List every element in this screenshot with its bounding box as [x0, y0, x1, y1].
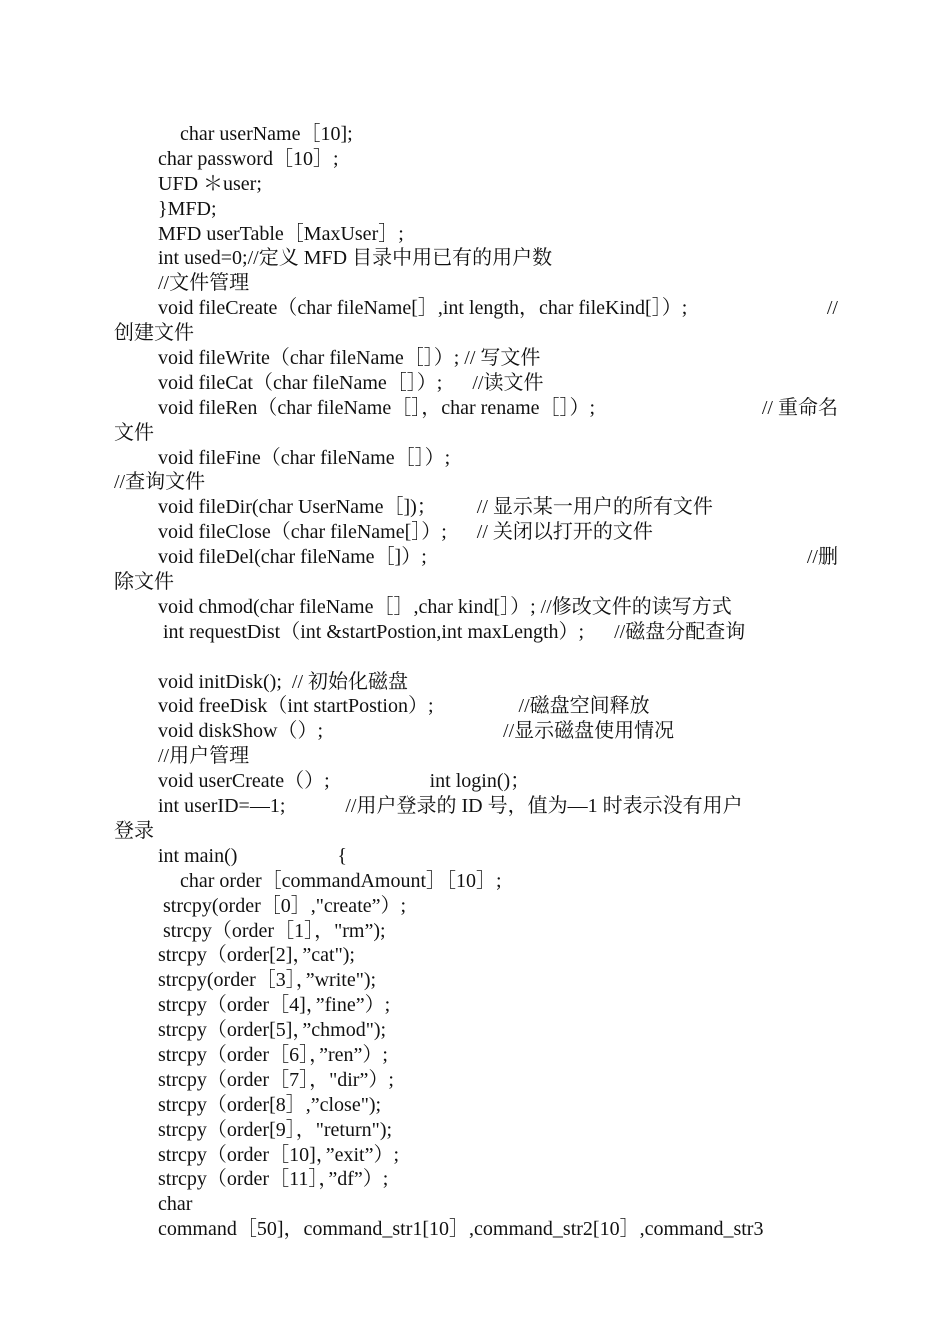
- code-line: char password［10］;: [158, 147, 339, 170]
- blank-line: [114, 645, 838, 670]
- code-comment: //: [826, 297, 838, 320]
- code-line: int main() {: [158, 844, 348, 867]
- code-line: command［50]，command_str1[10］,command_str2[10］,command_str3: [158, 1218, 764, 1241]
- code-line: strcpy(order［0］,"create”）;: [163, 894, 407, 917]
- code-line: void userCreate（）; int login()；: [158, 770, 531, 793]
- code-line: void freeDisk（int startPostion）; //磁盘空间释放: [158, 695, 650, 718]
- code-line: 创建文件: [114, 322, 194, 345]
- code-line: strcpy（order［4]，”fine”）;: [158, 994, 391, 1017]
- code-line: void diskShow（）; //显示磁盘使用情况: [158, 720, 675, 743]
- code-line: [114, 545, 838, 570]
- code-line: [114, 296, 838, 321]
- code-line: //用户管理: [158, 745, 250, 768]
- code-line: void chmod(char fileName［］,char kind[］）; //修改文件的读写方式: [158, 595, 732, 618]
- code-line: void fileDir(char UserName［])； // 显示某一用户的所有文件: [158, 496, 713, 519]
- code-line: UFD ＊user;: [158, 172, 262, 195]
- code-comment: //删: [806, 546, 838, 569]
- code-line: strcpy（order［11］，”df”）;: [158, 1168, 389, 1191]
- code-line: MFD userTable［MaxUser］;: [158, 222, 404, 245]
- code-comment: // 重命名: [761, 396, 838, 419]
- code-line: }MFD;: [158, 197, 217, 220]
- code-fragment: void fileDel(char fileName［]）;: [158, 546, 427, 569]
- code-line: int userID=—1; //用户登录的 ID 号，值为—1 时表示没有用户: [158, 795, 743, 818]
- code-line: int used=0;//定义 MFD 目录中用已有的用户数: [158, 247, 553, 270]
- code-line: strcpy（order[5]，”chmod");: [158, 1019, 387, 1042]
- code-line: strcpy（order[8］,”close");: [158, 1093, 382, 1116]
- code-line: strcpy（order［6］，”ren”）;: [158, 1043, 388, 1066]
- code-line: char: [158, 1193, 193, 1216]
- code-fragment: void fileRen（char fileName［］，char rename［］）;: [158, 396, 596, 419]
- code-line: void fileFine（char fileName［］）;: [158, 446, 451, 469]
- code-fragment: void fileCreate（char fileName[］,int length，char fileKind[］）;: [158, 297, 688, 320]
- code-line: void fileClose（char fileName[］）; // 关闭以打开的文件: [158, 521, 653, 544]
- code-line: int requestDist（int &startPostion,int maxLength）; //磁盘分配查询: [163, 620, 746, 643]
- code-line: strcpy（order[9］，"return");: [158, 1118, 393, 1141]
- code-line: 除文件: [114, 571, 174, 594]
- code-line: strcpy（order［1］，"rm”);: [163, 919, 386, 942]
- code-line: strcpy（order［7］，"dir”）;: [158, 1068, 394, 1091]
- code-line: void fileCat（char fileName［］）; //读文件: [158, 371, 544, 394]
- code-line: strcpy(order［3］，”write");: [158, 969, 377, 992]
- code-listing: [114, 122, 838, 1242]
- code-line: strcpy（order［10]，”exit”）;: [158, 1143, 400, 1166]
- code-line: strcpy（order[2]，”cat");: [158, 944, 355, 967]
- code-line: //查询文件: [114, 471, 206, 494]
- code-line: //文件管理: [158, 272, 250, 295]
- code-line: void fileWrite（char fileName［］）; // 写文件: [158, 347, 541, 370]
- code-line: 登录: [114, 819, 154, 842]
- code-line: void initDisk(); // 初始化磁盘: [158, 670, 408, 693]
- code-line: char userName［10];: [180, 123, 353, 145]
- code-line: 文件: [114, 421, 154, 444]
- code-line: [114, 396, 838, 421]
- code-line: char order［commandAmount］［10］;: [180, 869, 502, 892]
